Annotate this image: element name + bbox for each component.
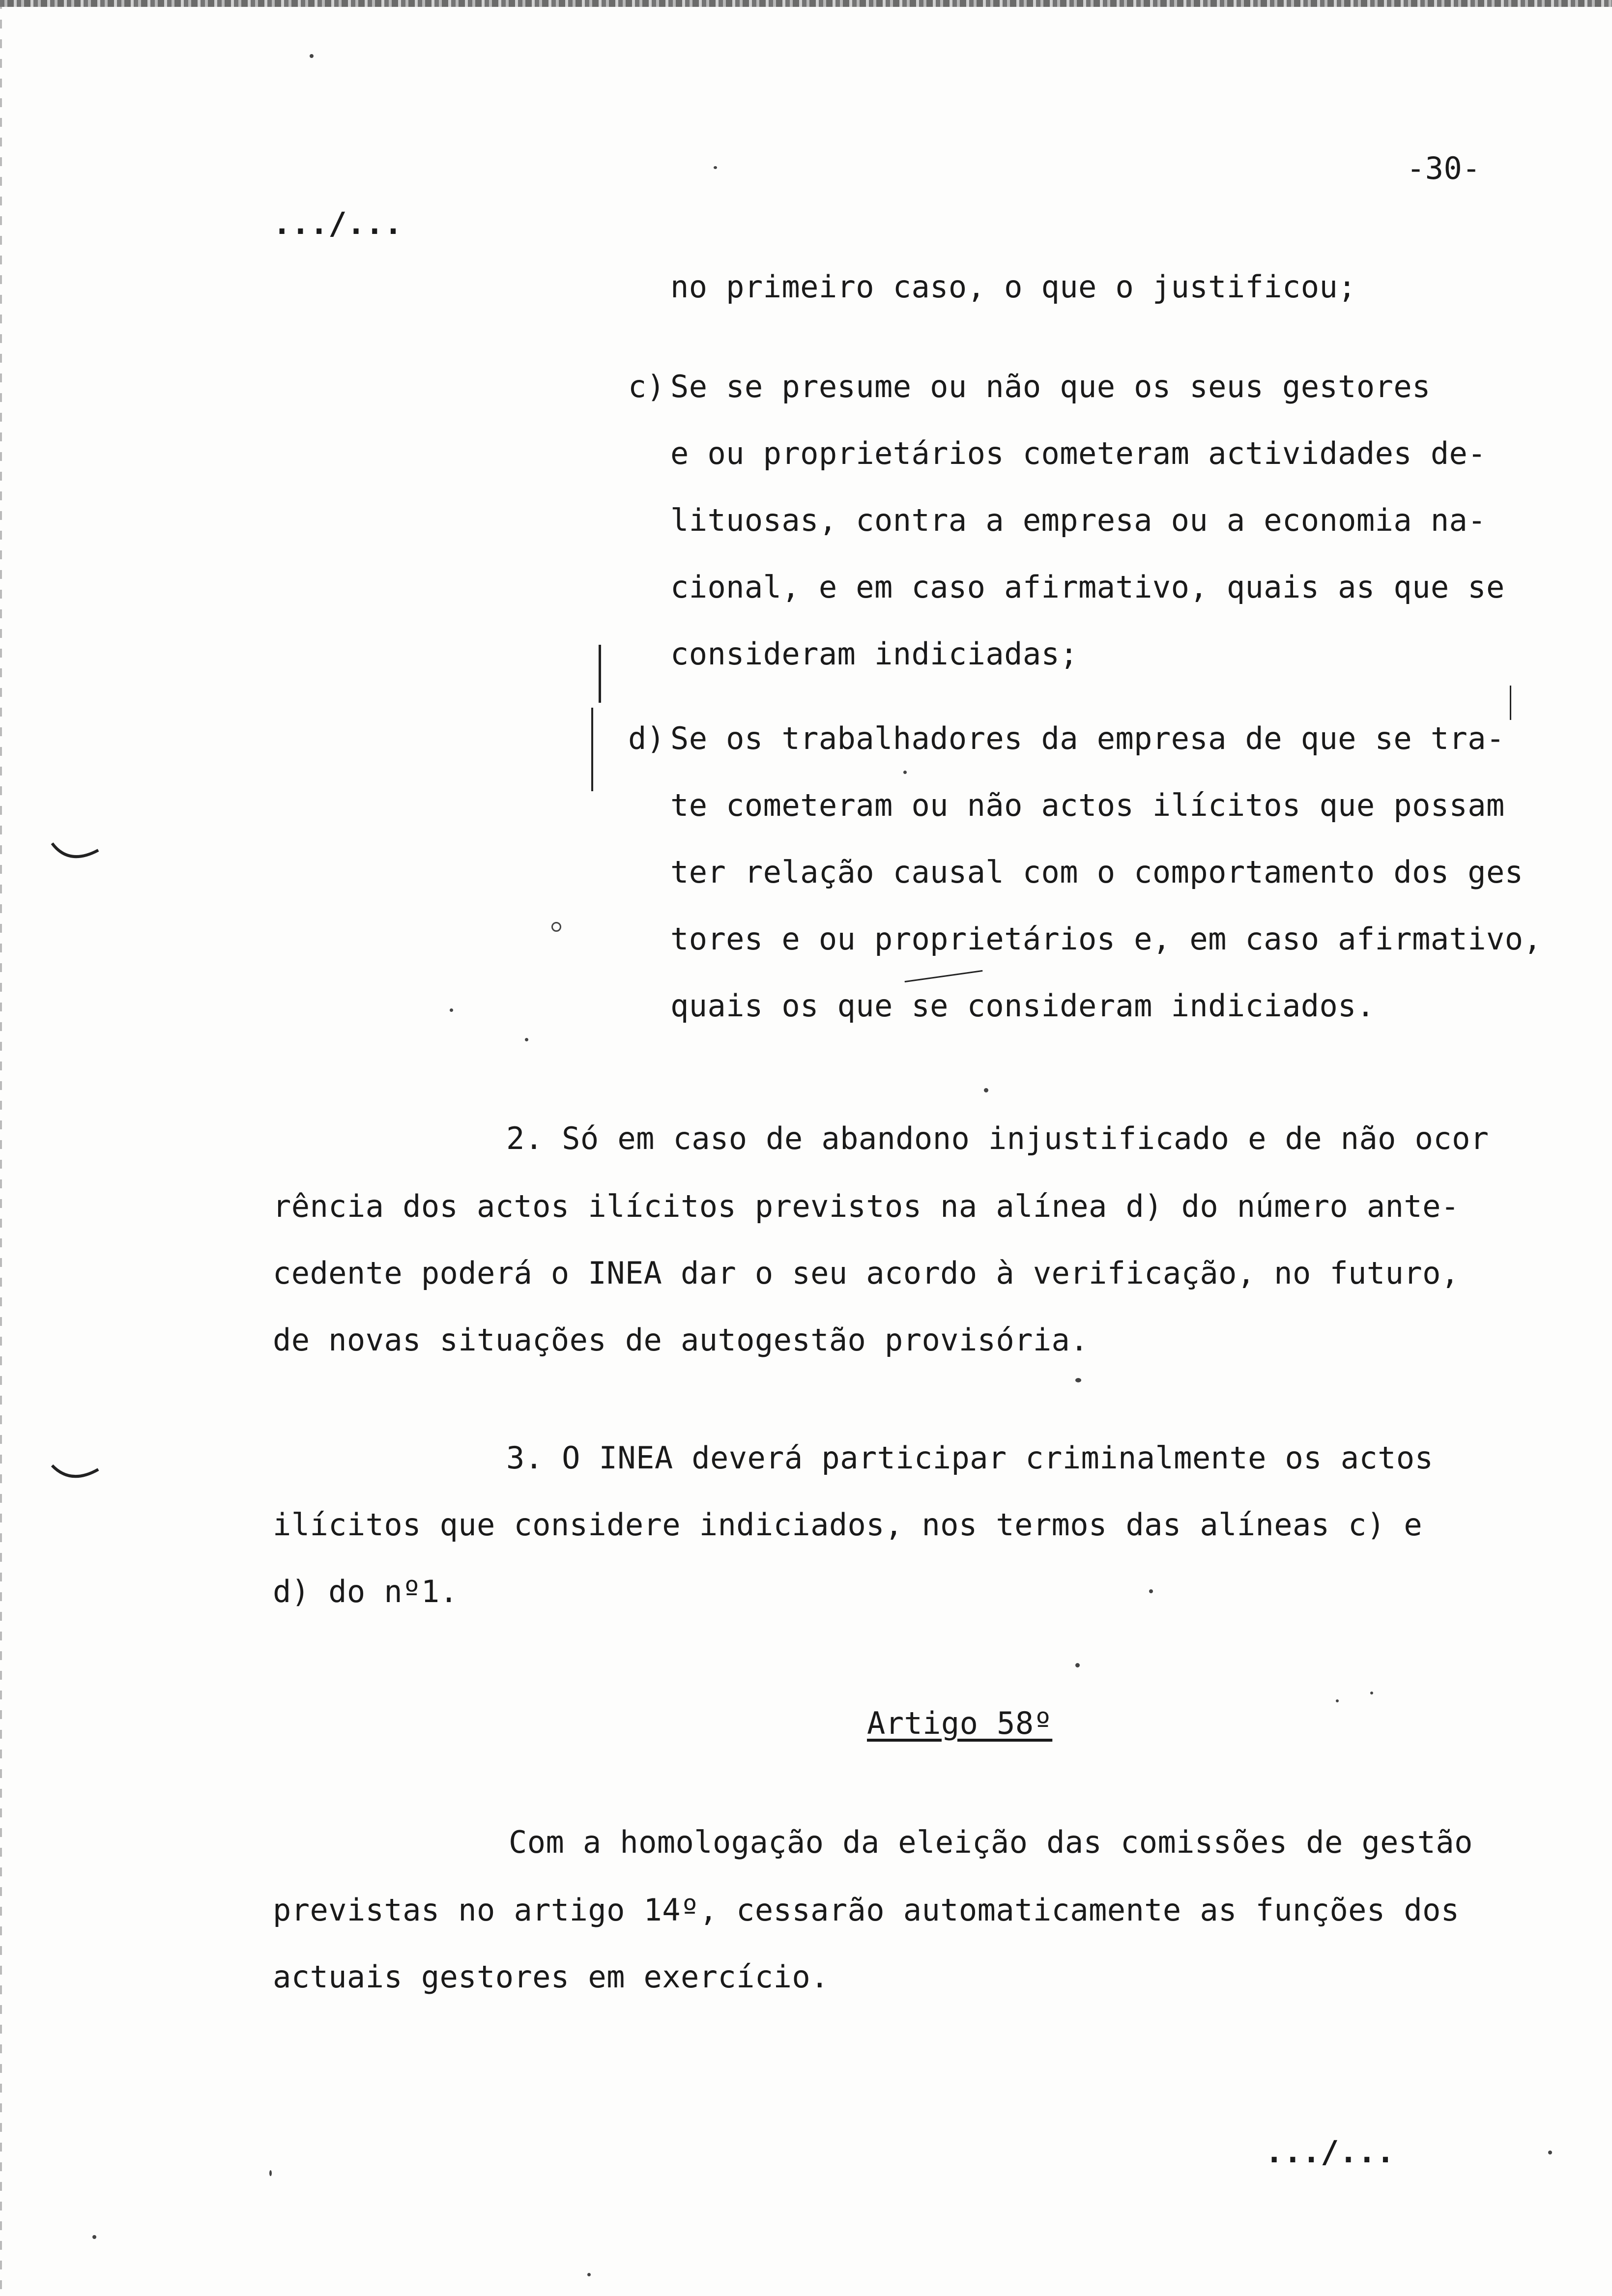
article-body-line: Com a homologação da eleição das comissões de gestão <box>509 1824 1473 1860</box>
paragraph-3-line: d) do nº1. <box>273 1574 459 1609</box>
item-c-line: lituosas, contra a empresa ou a economia na- <box>670 502 1486 538</box>
item-d-line: te cometeram ou não actos ilícitos que possam <box>670 787 1505 823</box>
scan-speck <box>92 2235 96 2239</box>
article-body-line: actuais gestores em exercício. <box>273 1959 829 1995</box>
scan-speck <box>1075 1663 1080 1667</box>
item-c-line: Se se presume ou não que os seus gestores <box>670 369 1431 404</box>
scan-left-edge <box>0 0 2 2296</box>
paragraph-2-line: de novas situações de autogestão provisória. <box>273 1322 1089 1358</box>
scan-speck <box>551 922 561 932</box>
page-number: -30- <box>1407 150 1481 186</box>
item-d-line: ter relação causal com o comportamento dos ges <box>670 854 1524 890</box>
continuation-marker-bottom: .../... <box>1265 2134 1395 2170</box>
margin-pencil-mark <box>1510 686 1511 720</box>
item-c-line: cional, e em caso afirmativo, quais as que se <box>670 569 1505 605</box>
scan-speck <box>714 166 717 169</box>
scan-speck <box>1149 1589 1153 1593</box>
article-heading: Artigo 58º <box>867 1705 1053 1741</box>
margin-pencil-mark <box>905 970 983 982</box>
punch-hole-mark <box>49 1460 103 1489</box>
continuation-marker-top: .../... <box>273 205 403 241</box>
item-b-tail: no primeiro caso, o que o justificou; <box>670 269 1356 305</box>
article-body-line: previstas no artigo 14º, cessarão automaticamente as funções dos <box>273 1892 1460 1928</box>
item-c-line: consideram indiciadas; <box>670 636 1078 672</box>
item-d-line: tores e ou proprietários e, em caso afirmativo, <box>670 921 1542 957</box>
punch-hole-mark <box>49 840 103 870</box>
scan-speck <box>1548 2151 1552 2154</box>
margin-pencil-mark <box>591 708 593 791</box>
paragraph-3-line: 3. O INEA deverá participar criminalmente os actos <box>506 1440 1434 1476</box>
scan-speck <box>984 1088 988 1092</box>
scan-speck <box>1336 1699 1339 1702</box>
paragraph-2-line: rência dos actos ilícitos previstos na alínea d) do número ante- <box>273 1188 1460 1224</box>
item-d-line: quais os que se consideram indiciados. <box>670 988 1375 1024</box>
paragraph-2-line: cedente poderá o INEA dar o seu acordo à verificação, no futuro, <box>273 1255 1460 1291</box>
item-d-marker: d) <box>628 720 665 756</box>
paragraph-2-line: 2. Só em caso de abandono injustificado e de não ocor <box>506 1120 1489 1156</box>
margin-pencil-mark <box>599 645 601 703</box>
scan-speck <box>525 1038 528 1041</box>
scan-top-edge <box>0 0 1612 7</box>
paragraph-3-line: ilícitos que considere indiciados, nos termos das alíneas c) e <box>273 1507 1423 1543</box>
scan-speck <box>903 771 907 774</box>
item-c-marker: c) <box>628 369 665 404</box>
scan-speck <box>1370 1692 1373 1694</box>
scan-speck <box>310 54 314 58</box>
item-c-line: e ou proprietários cometeram actividades de- <box>670 435 1486 471</box>
item-d-line: Se os trabalhadores da empresa de que se tra- <box>670 720 1505 756</box>
scan-speck <box>587 2273 591 2276</box>
scan-speck <box>450 1008 453 1012</box>
scan-speck <box>1075 1378 1081 1382</box>
scan-speck <box>269 2170 272 2176</box>
